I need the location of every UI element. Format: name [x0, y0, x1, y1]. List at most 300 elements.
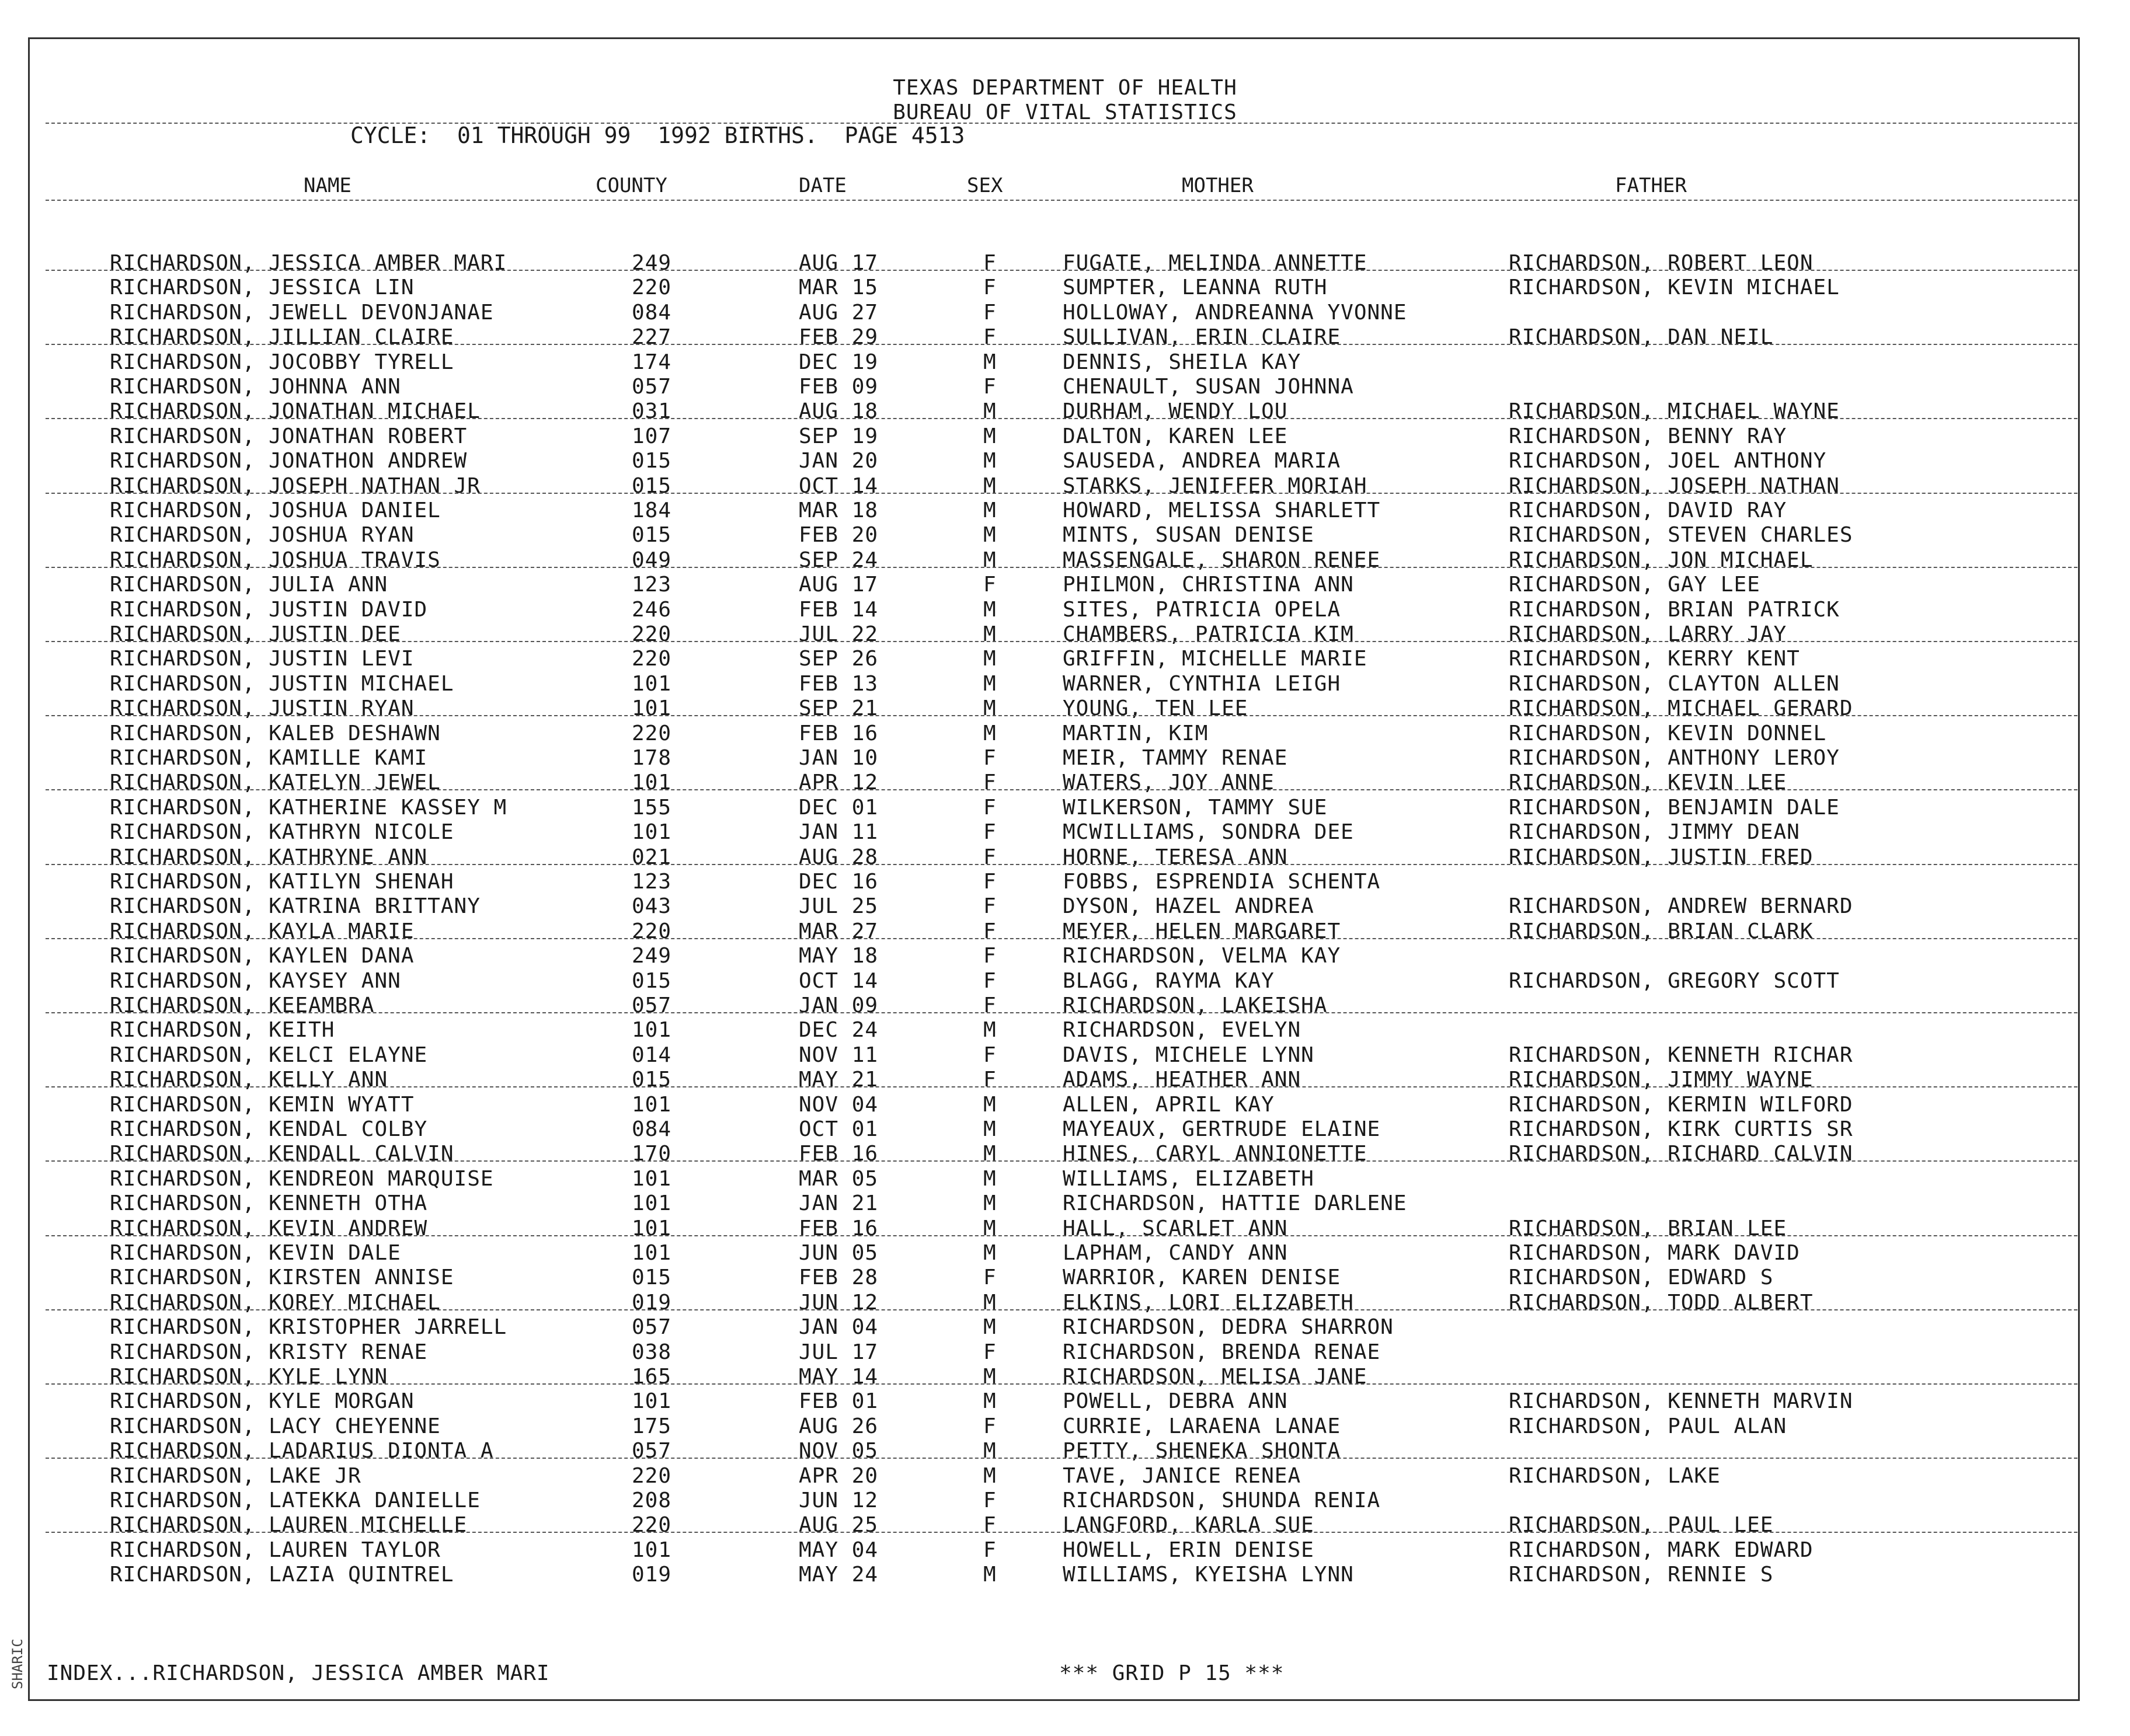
table-row [0, 1365, 2130, 1389]
group-divider [46, 789, 2077, 790]
cell-mother: HALL, SCARLET ANN [1063, 1216, 1288, 1240]
cell-father: RICHARDSON, KERRY KENT [1509, 647, 1800, 671]
cell-sex: F [983, 944, 997, 968]
cell-name: RICHARDSON, JOSHUA TRAVIS [110, 548, 441, 572]
cell-mother: DALTON, KAREN LEE [1063, 424, 1288, 448]
table-row [0, 301, 2130, 325]
cell-date: MAR 18 [799, 499, 879, 522]
cell-father: RICHARDSON, JUSTIN FRED [1509, 845, 1814, 869]
group-divider [46, 1309, 2077, 1310]
cell-mother: MAYEAUX, GERTRUDE ELAINE [1063, 1117, 1381, 1141]
cell-date: SEP 21 [799, 696, 879, 721]
cell-date: OCT 01 [799, 1117, 879, 1141]
table-row [0, 672, 2130, 696]
cell-father: RICHARDSON, KEVIN MICHAEL [1509, 276, 1840, 300]
group-divider [46, 938, 2077, 939]
cell-sex: M [983, 1018, 997, 1043]
cell-county: 049 [632, 548, 672, 572]
table-row [0, 1389, 2130, 1414]
cell-mother: MEIR, TAMMY RENAE [1063, 746, 1288, 770]
cell-name: RICHARDSON, KATHRYNE ANN [110, 845, 428, 869]
cell-name: RICHARDSON, KENDALL CALVIN [110, 1142, 454, 1166]
cell-mother: PETTY, SHENEKA SHONTA [1063, 1439, 1341, 1463]
cell-name: RICHARDSON, JONATHON ANDREW [110, 449, 468, 473]
cell-date: JUN 12 [799, 1489, 879, 1512]
cell-sex: F [983, 1538, 997, 1562]
table-row [0, 276, 2130, 300]
cell-sex: F [983, 1266, 997, 1290]
cell-father: RICHARDSON, GAY LEE [1509, 573, 1760, 597]
cell-county: 123 [632, 573, 672, 597]
cell-county: 057 [632, 375, 672, 399]
cell-name: RICHARDSON, JOSEPH NATHAN JR [110, 473, 481, 498]
cell-date: APR 20 [799, 1463, 879, 1488]
cell-date: MAY 24 [799, 1563, 879, 1587]
cell-father: RICHARDSON, LARRY JAY [1509, 622, 1787, 646]
cell-name: RICHARDSON, KATELYN JEWEL [110, 771, 441, 795]
cell-sex: M [983, 1191, 997, 1216]
cell-mother: TAVE, JANICE RENEA [1063, 1463, 1301, 1488]
table-row [0, 1142, 2130, 1166]
cell-county: 175 [632, 1414, 672, 1438]
cell-county: 178 [632, 746, 672, 770]
cell-county: 101 [632, 820, 672, 845]
cell-date: NOV 11 [799, 1043, 879, 1067]
table-row [0, 696, 2130, 721]
cell-mother: WILLIAMS, ELIZABETH [1063, 1166, 1314, 1191]
cell-father: RICHARDSON, GREGORY SCOTT [1509, 968, 1840, 993]
cell-father: RICHARDSON, RENNIE S [1509, 1563, 1774, 1587]
cell-name: RICHARDSON, KAYLEN DANA [110, 944, 415, 968]
col-header-name: NAME [304, 174, 351, 197]
cell-date: FEB 16 [799, 1142, 879, 1166]
cell-father: RICHARDSON, MICHAEL WAYNE [1509, 399, 1840, 424]
cell-county: 123 [632, 870, 672, 894]
cell-mother: FOBBS, ESPRENDIA SCHENTA [1063, 870, 1381, 894]
cell-county: 101 [632, 1166, 672, 1191]
cell-sex: M [983, 350, 997, 374]
cell-mother: MARTIN, KIM [1063, 721, 1209, 745]
table-row [0, 573, 2130, 597]
cell-father: RICHARDSON, MICHAEL GERARD [1509, 696, 1853, 721]
cell-name: RICHARDSON, KEITH [110, 1018, 335, 1043]
table-row [0, 499, 2130, 523]
cell-county: 015 [632, 1266, 672, 1290]
cell-county: 101 [632, 1191, 672, 1216]
cell-county: 220 [632, 919, 672, 943]
cell-mother: RICHARDSON, HATTIE DARLENE [1063, 1191, 1407, 1216]
cell-county: 165 [632, 1365, 672, 1389]
cell-date: FEB 16 [799, 721, 879, 745]
cell-date: AUG 25 [799, 1513, 879, 1538]
cell-name: RICHARDSON, KENDREON MARQUISE [110, 1166, 494, 1191]
cell-sex: F [983, 968, 997, 993]
cell-sex: M [983, 1563, 997, 1587]
cell-sex: F [983, 325, 997, 350]
cell-sex: M [983, 449, 997, 473]
cell-mother: BLAGG, RAYMA KAY [1063, 968, 1275, 993]
cell-date: MAR 05 [799, 1166, 879, 1191]
cell-father: RICHARDSON, ANDREW BERNARD [1509, 894, 1853, 919]
cell-father: RICHARDSON, DAN NEIL [1509, 325, 1774, 350]
col-header-county: COUNTY [596, 174, 667, 197]
cell-name: RICHARDSON, JUSTIN DEE [110, 622, 401, 646]
cell-sex: M [983, 1463, 997, 1488]
table-row [0, 919, 2130, 944]
cell-county: 057 [632, 994, 672, 1017]
table-row [0, 721, 2130, 746]
table-row [0, 598, 2130, 622]
cell-date: AUG 28 [799, 845, 879, 869]
cell-mother: DURHAM, WENDY LOU [1063, 399, 1288, 424]
cell-county: 019 [632, 1290, 672, 1315]
cell-date: DEC 24 [799, 1018, 879, 1043]
cell-mother: SULLIVAN, ERIN CLAIRE [1063, 325, 1341, 350]
table-row [0, 622, 2130, 647]
group-divider [46, 1458, 2077, 1459]
cell-county: 038 [632, 1340, 672, 1364]
cell-mother: ELKINS, LORI ELIZABETH [1063, 1290, 1354, 1315]
cell-mother: FUGATE, MELINDA ANNETTE [1063, 251, 1367, 275]
cell-date: FEB 16 [799, 1216, 879, 1240]
cell-date: JAN 11 [799, 820, 879, 845]
cell-date: JUL 22 [799, 622, 879, 646]
cell-county: 249 [632, 251, 672, 275]
group-divider [46, 1383, 2077, 1385]
cell-county: 220 [632, 622, 672, 646]
cell-father: RICHARDSON, ANTHONY LEROY [1509, 746, 1840, 770]
cell-name: RICHARDSON, LAUREN MICHELLE [110, 1513, 468, 1538]
side-stamp [4, 1617, 39, 1693]
cell-mother: WILLIAMS, KYEISHA LYNN [1063, 1563, 1354, 1587]
cell-sex: M [983, 1439, 997, 1463]
cell-father: RICHARDSON, PAUL ALAN [1509, 1414, 1787, 1438]
cell-sex: F [983, 894, 997, 919]
cell-mother: LANGFORD, KARLA SUE [1063, 1513, 1314, 1538]
table-row [0, 399, 2130, 424]
cell-name: RICHARDSON, JULIA ANN [110, 573, 388, 597]
cell-mother: RICHARDSON, MELISA JANE [1063, 1365, 1367, 1389]
table-row [0, 1414, 2130, 1439]
cell-sex: F [983, 375, 997, 399]
cell-date: JAN 09 [799, 994, 879, 1017]
cell-father: RICHARDSON, BRIAN LEE [1509, 1216, 1787, 1240]
cell-mother: WATERS, JOY ANNE [1063, 771, 1275, 795]
cell-name: RICHARDSON, JUSTIN MICHAEL [110, 671, 454, 696]
col-header-date: DATE [799, 174, 847, 197]
cell-mother: RICHARDSON, EVELYN [1063, 1018, 1301, 1043]
cell-county: 015 [632, 968, 672, 993]
cell-county: 107 [632, 424, 672, 448]
cell-county: 249 [632, 944, 672, 968]
cell-father: RICHARDSON, MARK EDWARD [1509, 1538, 1814, 1562]
cell-father: RICHARDSON, LAKE [1509, 1463, 1721, 1488]
cell-name: RICHARDSON, KOREY MICHAEL [110, 1290, 441, 1315]
cell-sex: M [983, 1216, 997, 1240]
cell-date: JAN 04 [799, 1315, 879, 1340]
cell-father: RICHARDSON, BRIAN PATRICK [1509, 597, 1840, 622]
cell-county: 101 [632, 1216, 672, 1240]
cell-county: 015 [632, 523, 672, 548]
cell-father: RICHARDSON, KEVIN DONNEL [1509, 721, 1827, 745]
cell-name: RICHARDSON, KEMIN WYATT [110, 1092, 415, 1117]
group-divider [46, 1012, 2077, 1013]
table-row [0, 1191, 2130, 1216]
cell-name: RICHARDSON, KAYSEY ANN [110, 968, 401, 993]
cell-name: RICHARDSON, JONATHAN ROBERT [110, 424, 468, 448]
cell-mother: HOWARD, MELISSA SHARLETT [1063, 499, 1381, 522]
cell-father: RICHARDSON, KERMIN WILFORD [1509, 1092, 1853, 1117]
cell-sex: M [983, 399, 997, 424]
bureau-title: BUREAU OF VITAL STATISTICS [893, 100, 1237, 124]
group-divider [46, 418, 2077, 419]
cell-county: 101 [632, 1389, 672, 1414]
side-stamp-text: SHARIC [9, 1639, 26, 1689]
cell-name: RICHARDSON, KALEB DESHAWN [110, 721, 441, 745]
cell-date: AUG 26 [799, 1414, 879, 1438]
cell-sex: M [983, 597, 997, 622]
cell-date: MAY 04 [799, 1538, 879, 1562]
table-row [0, 1093, 2130, 1117]
cell-sex: M [983, 523, 997, 548]
cell-father: RICHARDSON, PAUL LEE [1509, 1513, 1774, 1538]
table-row [0, 771, 2130, 795]
table-row [0, 1266, 2130, 1290]
cell-name: RICHARDSON, JESSICA LIN [110, 276, 415, 300]
cell-name: RICHARDSON, KRISTY RENAE [110, 1340, 428, 1364]
cell-county: 184 [632, 499, 672, 522]
cell-mother: MEYER, HELEN MARGARET [1063, 919, 1341, 943]
cell-sex: M [983, 499, 997, 522]
cell-county: 015 [632, 473, 672, 498]
table-row [0, 350, 2130, 375]
cell-sex: M [983, 622, 997, 646]
cell-sex: M [983, 721, 997, 745]
table-row [0, 944, 2130, 968]
cell-sex: F [983, 870, 997, 894]
cell-name: RICHARDSON, JOSHUA RYAN [110, 523, 415, 548]
cell-county: 014 [632, 1043, 672, 1067]
cell-mother: POWELL, DEBRA ANN [1063, 1389, 1288, 1414]
group-divider [46, 344, 2077, 345]
table-row [0, 523, 2130, 548]
table-row [0, 1068, 2130, 1092]
cell-name: RICHARDSON, KATHRYN NICOLE [110, 820, 454, 845]
cell-mother: CURRIE, LARAENA LANAE [1063, 1414, 1341, 1438]
cell-date: FEB 20 [799, 523, 879, 548]
cell-sex: F [983, 845, 997, 869]
cell-sex: M [983, 1389, 997, 1414]
cell-father: RICHARDSON, KIRK CURTIS SR [1509, 1117, 1853, 1141]
cell-date: JAN 20 [799, 449, 879, 473]
cell-date: DEC 01 [799, 795, 879, 820]
cell-date: FEB 28 [799, 1266, 879, 1290]
table-row [0, 1439, 2130, 1463]
cell-date: JUN 05 [799, 1241, 879, 1265]
table-row [0, 251, 2130, 276]
cell-sex: F [983, 276, 997, 300]
cell-mother: HORNE, TERESA ANN [1063, 845, 1288, 869]
cell-name: RICHARDSON, JUSTIN LEVI [110, 647, 415, 671]
cell-date: SEP 24 [799, 548, 879, 572]
cell-mother: RICHARDSON, LAKEISHA [1063, 994, 1328, 1017]
cell-date: FEB 14 [799, 597, 879, 622]
cell-name: RICHARDSON, KATHERINE KASSEY M [110, 795, 507, 820]
agency-title: TEXAS DEPARTMENT OF HEALTH [893, 76, 1237, 100]
cell-date: SEP 19 [799, 424, 879, 448]
cell-mother: RICHARDSON, BRENDA RENAE [1063, 1340, 1381, 1364]
cell-name: RICHARDSON, LAZIA QUINTREL [110, 1563, 454, 1587]
cell-mother: HOLLOWAY, ANDREANNA YVONNE [1063, 300, 1407, 325]
cell-county: 220 [632, 647, 672, 671]
group-divider [46, 567, 2077, 568]
cell-name: RICHARDSON, LACY CHEYENNE [110, 1414, 441, 1438]
cell-sex: F [983, 300, 997, 325]
cell-sex: M [983, 548, 997, 572]
cell-sex: F [983, 994, 997, 1017]
cell-mother: WARNER, CYNTHIA LEIGH [1063, 671, 1341, 696]
cell-date: FEB 09 [799, 375, 879, 399]
table-row [0, 647, 2130, 671]
cell-date: AUG 17 [799, 573, 879, 597]
cell-name: RICHARDSON, KENNETH OTHA [110, 1191, 428, 1216]
table-row [0, 746, 2130, 771]
table-row [0, 1291, 2130, 1315]
cell-father: RICHARDSON, JON MICHAEL [1509, 548, 1814, 572]
cell-mother: ALLEN, APRIL KAY [1063, 1092, 1275, 1117]
table-row [0, 1315, 2130, 1340]
cell-date: JUL 17 [799, 1340, 879, 1364]
cell-mother: HOWELL, ERIN DENISE [1063, 1538, 1314, 1562]
cell-county: 208 [632, 1489, 672, 1512]
cell-sex: F [983, 771, 997, 795]
cell-county: 057 [632, 1439, 672, 1463]
cell-sex: M [983, 424, 997, 448]
cell-mother: YOUNG, TEN LEE [1063, 696, 1248, 721]
table-row [0, 548, 2130, 573]
cell-name: RICHARDSON, JUSTIN RYAN [110, 696, 415, 721]
cell-mother: GRIFFIN, MICHELLE MARIE [1063, 647, 1367, 671]
cell-sex: F [983, 1043, 997, 1067]
cell-date: OCT 14 [799, 473, 879, 498]
cell-county: 043 [632, 894, 672, 919]
cell-county: 101 [632, 1241, 672, 1265]
cell-name: RICHARDSON, KAMILLE KAMI [110, 746, 428, 770]
cell-father: RICHARDSON, JIMMY WAYNE [1509, 1068, 1814, 1092]
table-row [0, 1340, 2130, 1365]
cell-father: RICHARDSON, BENJAMIN DALE [1509, 795, 1840, 820]
cell-county: 220 [632, 1513, 672, 1538]
cell-name: RICHARDSON, JOSHUA DANIEL [110, 499, 441, 522]
cell-name: RICHARDSON, JOCOBBY TYRELL [110, 350, 454, 374]
table-row [0, 820, 2130, 845]
table-row [0, 894, 2130, 919]
cell-name: RICHARDSON, KENDAL COLBY [110, 1117, 428, 1141]
cell-county: 101 [632, 696, 672, 721]
cell-sex: M [983, 671, 997, 696]
cell-sex: M [983, 1241, 997, 1265]
cell-name: RICHARDSON, KIRSTEN ANNISE [110, 1266, 454, 1290]
table-row [0, 424, 2130, 449]
cell-name: RICHARDSON, JESSICA AMBER MARI [110, 251, 507, 275]
table-row [0, 1489, 2130, 1513]
table-row [0, 474, 2130, 499]
cell-date: JUL 25 [799, 894, 879, 919]
cell-father: RICHARDSON, KENNETH MARVIN [1509, 1389, 1853, 1414]
cell-sex: F [983, 1489, 997, 1512]
cell-name: RICHARDSON, LADARIUS DIONTA A [110, 1439, 494, 1463]
group-divider [46, 641, 2077, 642]
cell-father: RICHARDSON, BRIAN CLARK [1509, 919, 1814, 943]
cell-name: RICHARDSON, JOHNNA ANN [110, 375, 401, 399]
cell-sex: M [983, 647, 997, 671]
cell-mother: LAPHAM, CANDY ANN [1063, 1241, 1288, 1265]
cell-county: 101 [632, 1018, 672, 1043]
table-row [0, 1043, 2130, 1068]
table-row [0, 969, 2130, 994]
cell-name: RICHARDSON, JEWELL DEVONJANAE [110, 300, 494, 325]
cell-county: 021 [632, 845, 672, 869]
cell-name: RICHARDSON, KATILYN SHENAH [110, 870, 454, 894]
cell-mother: RICHARDSON, SHUNDA RENIA [1063, 1489, 1381, 1512]
cell-name: RICHARDSON, KELLY ANN [110, 1068, 388, 1092]
table-row [0, 870, 2130, 894]
cell-date: APR 12 [799, 771, 879, 795]
cell-date: DEC 19 [799, 350, 879, 374]
cell-mother: SUMPTER, LEANNA RUTH [1063, 276, 1328, 300]
cell-date: MAY 21 [799, 1068, 879, 1092]
col-header-sex: SEX [967, 174, 1003, 197]
column-header-divider [46, 200, 2077, 201]
cell-sex: F [983, 795, 997, 820]
cell-mother: HINES, CARYL ANNIONETTE [1063, 1142, 1367, 1166]
cell-name: RICHARDSON, KEVIN ANDREW [110, 1216, 428, 1240]
cell-name: RICHARDSON, KELCI ELAYNE [110, 1043, 428, 1067]
cell-father: RICHARDSON, CLAYTON ALLEN [1509, 671, 1840, 696]
table-row [0, 1018, 2130, 1043]
cell-sex: M [983, 1117, 997, 1141]
cell-date: JAN 21 [799, 1191, 879, 1216]
cell-father: RICHARDSON, JOSEPH NATHAN [1509, 473, 1840, 498]
group-divider [46, 1160, 2077, 1162]
cell-sex: M [983, 1290, 997, 1315]
cell-father: RICHARDSON, RICHARD CALVIN [1509, 1142, 1853, 1166]
cell-name: RICHARDSON, LAKE JR [110, 1463, 361, 1488]
footer-index: INDEX...RICHARDSON, JESSICA AMBER MARI [47, 1661, 550, 1685]
cell-name: RICHARDSON, JILLIAN CLAIRE [110, 325, 454, 350]
cell-sex: F [983, 251, 997, 275]
cell-father: RICHARDSON, TODD ALBERT [1509, 1290, 1814, 1315]
cell-mother: DAVIS, MICHELE LYNN [1063, 1043, 1314, 1067]
group-divider [46, 270, 2077, 271]
cell-name: RICHARDSON, KRISTOPHER JARRELL [110, 1315, 507, 1340]
cell-date: FEB 29 [799, 325, 879, 350]
cell-mother: CHAMBERS, PATRICIA KIM [1063, 622, 1354, 646]
cell-name: RICHARDSON, KEVIN DALE [110, 1241, 401, 1265]
cell-sex: F [983, 1513, 997, 1538]
cell-county: 220 [632, 1463, 672, 1488]
cell-mother: WILKERSON, TAMMY SUE [1063, 795, 1328, 820]
cell-name: RICHARDSON, KAYLA MARIE [110, 919, 415, 943]
cell-name: RICHARDSON, KYLE MORGAN [110, 1389, 415, 1414]
cell-sex: M [983, 473, 997, 498]
cell-sex: F [983, 573, 997, 597]
cell-sex: M [983, 1092, 997, 1117]
table-row [0, 449, 2130, 473]
cell-mother: SAUSEDA, ANDREA MARIA [1063, 449, 1341, 473]
col-header-mother: MOTHER [1182, 174, 1254, 197]
cell-name: RICHARDSON, JUSTIN DAVID [110, 597, 428, 622]
